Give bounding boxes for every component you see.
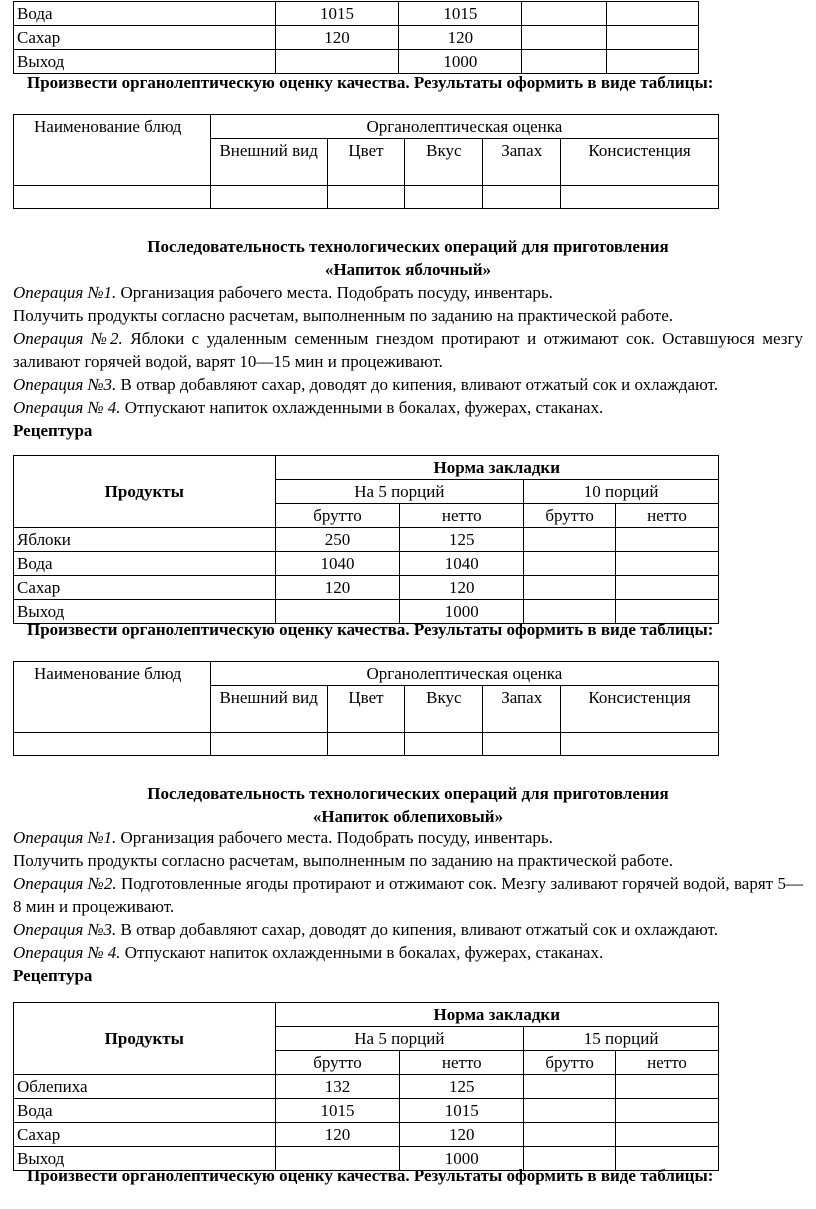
portions-b-header: 15 порций: [524, 1027, 719, 1051]
empty-cell: [616, 1075, 719, 1099]
product-cell: Выход: [14, 600, 276, 624]
table-row: [14, 1075, 719, 1099]
empty-cell: [607, 2, 699, 26]
netto-cell: 1000: [399, 50, 522, 74]
netto-cell: 1015: [399, 2, 522, 26]
empty-cell: [561, 733, 719, 756]
table-row: [14, 50, 699, 74]
product-cell: Вода: [14, 2, 276, 26]
empty-cell: [524, 576, 616, 600]
table-row: [14, 26, 699, 50]
empty-cell: [524, 1099, 616, 1123]
op-text: Получить продукты согласно расчетам, выполненным по заданию на практической работе.: [13, 851, 673, 870]
eval-consistency: Консистенция: [561, 686, 719, 733]
brutto-header: брутто: [275, 504, 400, 528]
empty-cell: [607, 50, 699, 74]
eval-taste: Вкус: [405, 139, 483, 186]
task-instruction: Произвести органолептическую оценку качества. Результаты оформить в виде таблицы:: [27, 1166, 714, 1185]
op-text: Организация рабочего места. Подобрать посуду, инвентарь.: [116, 828, 553, 847]
empty-cell: [616, 576, 719, 600]
netto-cell: 1000: [400, 1147, 524, 1171]
eval-table: [13, 114, 719, 209]
product-cell: Облепиха: [14, 1075, 276, 1099]
table-row: [14, 576, 719, 600]
netto-cell: 1040: [400, 552, 524, 576]
netto-cell: 120: [400, 576, 524, 600]
product-cell: Сахар: [14, 1123, 276, 1147]
empty-cell: [210, 733, 327, 756]
portions-b-header: 10 порций: [524, 480, 719, 504]
empty-cell: [14, 186, 211, 209]
brutto-cell: 120: [275, 576, 400, 600]
empty-cell: [210, 186, 327, 209]
empty-cell: [275, 50, 399, 74]
product-cell: Сахар: [14, 576, 276, 600]
empty-cell: [616, 552, 719, 576]
operations-list: [13, 281, 803, 442]
op-label: Операция №1.: [13, 828, 117, 847]
eval-taste: Вкус: [405, 686, 483, 733]
op-text: В отвар добавляют сахар, доводят до кипения, вливают отжатый сок и охлаждают.: [116, 375, 718, 394]
task-instruction: Произвести органолептическую оценку качества. Результаты оформить в виде таблицы:: [27, 620, 714, 639]
op-text: Получить продукты согласно расчетам, выполненным по заданию на практической работе.: [13, 306, 673, 325]
netto-header: нетто: [400, 504, 524, 528]
section-title-line: «Напиток яблочный»: [324, 260, 492, 279]
brutto-cell: 1015: [275, 1099, 400, 1123]
product-cell: Выход: [14, 50, 276, 74]
operations-list: [13, 826, 803, 987]
empty-cell: [524, 552, 616, 576]
empty-cell: [327, 733, 405, 756]
netto-cell: 120: [400, 1123, 524, 1147]
op-label: Операция № 4.: [13, 943, 121, 962]
empty-cell: [327, 186, 405, 209]
netto-cell: 1000: [400, 600, 524, 624]
recipe-label: Рецептура: [13, 966, 93, 985]
op-text: Отпускают напиток охлажденными в бокалах, фужерах, стаканах.: [120, 943, 604, 962]
empty-cell: [524, 1123, 616, 1147]
eval-col-name: Наименование блюд: [14, 662, 211, 733]
empty-cell: [483, 733, 561, 756]
op-label: Операция №3.: [13, 375, 117, 394]
op-label: Операция №3.: [13, 920, 117, 939]
recipe-table-top: [13, 1, 699, 74]
netto-cell: 125: [400, 528, 524, 552]
op-text: Яблоки с удаленным семенным гнездом протирают и отжимают сок. Оставшуюся мезгу заливают горячей водой, варят 10—15 мин и процеживают.: [13, 329, 803, 371]
portions-a-header: На 5 порций: [275, 480, 524, 504]
op-text: Подготовленные ягоды протирают и отжимают сок. Мезгу заливают горячей водой, варят 5—8 мин и процеживают.: [13, 874, 803, 916]
eval-col-name: Наименование блюд: [14, 115, 211, 186]
table-row: [14, 1099, 719, 1123]
section-title-line: Последовательность технологических операций для приготовления: [147, 784, 669, 803]
eval-smell: Запах: [483, 686, 561, 733]
eval-appearance: Внешний вид: [210, 139, 327, 186]
eval-consistency: Консистенция: [561, 139, 719, 186]
op-label: Операция №2.: [13, 329, 123, 348]
empty-cell: [607, 26, 699, 50]
empty-cell: [616, 1123, 719, 1147]
netto-cell: 125: [400, 1075, 524, 1099]
norm-header: Норма закладки: [275, 1003, 718, 1027]
eval-color: Цвет: [327, 686, 405, 733]
brutto-cell: 1040: [275, 552, 400, 576]
empty-cell: [522, 2, 607, 26]
recipe-table: [13, 455, 719, 624]
brutto-header: брутто: [524, 504, 616, 528]
norm-header: Норма закладки: [275, 456, 718, 480]
empty-cell: [524, 1075, 616, 1099]
table-row: [14, 528, 719, 552]
table-row: [14, 1123, 719, 1147]
task-instruction: Произвести органолептическую оценку качества. Результаты оформить в виде таблицы:: [27, 73, 714, 92]
eval-table: [13, 661, 719, 756]
products-header: Продукты: [14, 1003, 276, 1075]
product-cell: Вода: [14, 1099, 276, 1123]
netto-header: нетто: [616, 504, 719, 528]
section-title: [0, 782, 816, 828]
brutto-cell: 132: [275, 1075, 400, 1099]
product-cell: Выход: [14, 1147, 276, 1171]
table-row: [14, 2, 699, 26]
netto-cell: 120: [399, 26, 522, 50]
eval-appearance: Внешний вид: [210, 686, 327, 733]
brutto-cell: 120: [275, 26, 399, 50]
brutto-header: брутто: [524, 1051, 616, 1075]
op-text: Отпускают напиток охлажденными в бокалах, фужерах, стаканах.: [120, 398, 604, 417]
brutto-cell: 120: [275, 1123, 400, 1147]
portions-a-header: На 5 порций: [275, 1027, 524, 1051]
empty-cell: [616, 528, 719, 552]
section-title-line: «Напиток облепиховый»: [312, 807, 504, 826]
empty-cell: [405, 186, 483, 209]
op-label: Операция №2.: [13, 874, 117, 893]
op-text: Организация рабочего места. Подобрать посуду, инвентарь.: [116, 283, 553, 302]
products-header: Продукты: [14, 456, 276, 528]
empty-cell: [522, 50, 607, 74]
netto-header: нетто: [616, 1051, 719, 1075]
netto-cell: 1015: [400, 1099, 524, 1123]
eval-smell: Запах: [483, 139, 561, 186]
product-cell: Сахар: [14, 26, 276, 50]
empty-cell: [14, 733, 211, 756]
brutto-cell: 250: [275, 528, 400, 552]
empty-cell: [616, 1099, 719, 1123]
brutto-header: брутто: [275, 1051, 400, 1075]
product-cell: Яблоки: [14, 528, 276, 552]
empty-cell: [524, 528, 616, 552]
table-row: [14, 552, 719, 576]
empty-cell: [405, 733, 483, 756]
op-text: В отвар добавляют сахар, доводят до кипения, вливают отжатый сок и охлаждают.: [116, 920, 718, 939]
recipe-table: [13, 1002, 719, 1171]
netto-header: нетто: [400, 1051, 524, 1075]
eval-col-group: Органолептическая оценка: [210, 115, 718, 139]
empty-cell: [483, 186, 561, 209]
op-label: Операция № 4.: [13, 398, 121, 417]
eval-col-group: Органолептическая оценка: [210, 662, 718, 686]
recipe-label: Рецептура: [13, 421, 93, 440]
empty-cell: [561, 186, 719, 209]
product-cell: Вода: [14, 552, 276, 576]
section-title: [0, 235, 816, 281]
brutto-cell: 1015: [275, 2, 399, 26]
empty-cell: [522, 26, 607, 50]
op-label: Операция №1.: [13, 283, 117, 302]
eval-color: Цвет: [327, 139, 405, 186]
section-title-line: Последовательность технологических операций для приготовления: [147, 237, 669, 256]
